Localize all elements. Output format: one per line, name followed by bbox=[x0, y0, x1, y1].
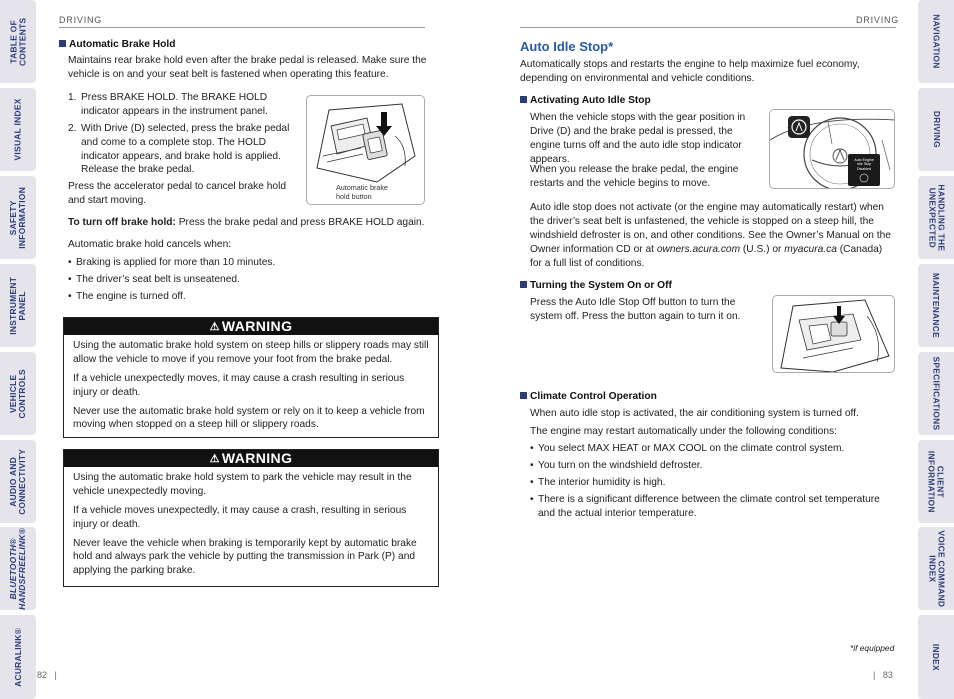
tab-label: INDEX bbox=[931, 643, 942, 671]
climate-heading: Climate Control Operation bbox=[520, 390, 657, 404]
tab-label: VEHICLE CONTROLS bbox=[8, 368, 27, 419]
activating-paragraph-2: When you release the brake pedal, the engine restarts and the vehicle begins to move. bbox=[530, 164, 739, 189]
tab-label: DRIVING bbox=[931, 111, 942, 148]
footnote: *if equipped bbox=[850, 643, 895, 653]
step-2: 2. With Drive (D) selected, press the brake pedal and come to a complete stop. The HOLD indicator appears, and brake hold is applied. Release the brake pedal. bbox=[68, 122, 290, 176]
idle-stop-button-figure bbox=[772, 295, 895, 373]
tab-label: SAFETY INFORMATION bbox=[8, 186, 28, 249]
tab-label: VISUAL INDEX bbox=[12, 98, 23, 161]
tab-instrument-panel[interactable] bbox=[0, 264, 36, 347]
turning-heading: Turning the System On or Off bbox=[520, 279, 672, 293]
list-item: • Braking is applied for more than 10 minutes. bbox=[68, 257, 276, 268]
tab-visual-index[interactable] bbox=[0, 88, 36, 171]
tab-index[interactable] bbox=[918, 615, 954, 699]
climate-paragraph-1: When auto idle stop is activated, the air conditioning system is turned off. bbox=[530, 408, 859, 419]
brake-hold-heading bbox=[59, 38, 175, 52]
brake-hold-figure-caption: Automatic brake hold button bbox=[336, 183, 388, 201]
list-item: • You turn on the windshield defroster. bbox=[530, 459, 703, 471]
left-section-tabs bbox=[0, 0, 36, 699]
list-item: • The engine is turned off. bbox=[68, 290, 186, 302]
turn-off-instruction bbox=[68, 216, 430, 230]
tab-voice-command-index[interactable] bbox=[918, 527, 954, 610]
tab-driving[interactable] bbox=[918, 88, 954, 171]
activating-paragraph-1: When the vehicle stops with the gear position in Drive (D) and the brake pedal is pressed, the engine turns off and the auto idle stop indicator appears. bbox=[530, 112, 746, 165]
tab-label: MAINTENANCE bbox=[931, 272, 942, 339]
tab-bluetooth-handsfreelink[interactable] bbox=[0, 527, 36, 610]
warning-triangle-icon: ⚠ bbox=[209, 453, 220, 465]
list-item: • The interior humidity is high. bbox=[530, 476, 666, 488]
brake-hold-steps bbox=[68, 91, 300, 177]
tab-label: VOICE COMMAND INDEX bbox=[927, 530, 946, 607]
instrument-panel-illustration bbox=[770, 110, 895, 189]
warning-box-hills bbox=[63, 317, 439, 438]
owners-site-link[interactable]: owners.acura.com bbox=[656, 243, 741, 255]
tab-label: INSTRUMENT PANEL bbox=[8, 276, 27, 335]
right-page-number: | 83 bbox=[873, 670, 893, 680]
tab-audio-and-connectivity[interactable] bbox=[0, 440, 36, 523]
tab-specifications[interactable] bbox=[918, 352, 954, 435]
section-marker-icon bbox=[59, 40, 66, 47]
idle-stop-display-text: Auto Engine Idle Stop Disabled bbox=[854, 158, 874, 171]
climate-paragraph-2: The engine may restart automatically under the following conditions: bbox=[530, 426, 837, 437]
right-section-tabs bbox=[918, 0, 954, 699]
warning-body: Using the automatic brake hold system to park the vehicle may result in the vehicle unexpectedly moving. If a vehicle moves unexpectedly, it may cause a crash, resulting in serious injury or death. Never leave the vehicle when braking is temporarily kept by automatic brake hold and always park the vehicle by putting the transmission in Park (P) and applying the parking brake. bbox=[73, 472, 417, 577]
tab-label: BLUETOOTH® HANDSFREELINK® bbox=[8, 527, 27, 610]
tab-label: AUDIO AND CONNECTIVITY bbox=[8, 448, 28, 515]
turning-text: Press the Auto Idle Stop Off button to turn the system off. Press the button again to turn it on. bbox=[530, 297, 741, 322]
list-item: • There is a significant difference between the climate control set temperature and the actual interior temperature. bbox=[530, 493, 880, 519]
turn-off-label: To turn off brake hold: bbox=[68, 217, 176, 228]
tab-handling-the-unexpected[interactable] bbox=[918, 176, 954, 259]
right-page-header: DRIVING bbox=[856, 15, 900, 25]
tab-navigation[interactable] bbox=[918, 0, 954, 83]
activating-heading: Activating Auto Idle Stop bbox=[520, 94, 651, 108]
activating-paragraph-3: Auto idle stop does not activate (or the engine may automatically restart) when the driver’s seat belt is unfastened, the vehicle is stopped on a steep hill, the windshield defroster is on, and other conditions. See the Owner’s Manual on the Owner information CD or at owners.acura.com (U.S.) or myacura.ca (Canada) for a full list of conditions. bbox=[530, 202, 891, 269]
warning-triangle-icon: ⚠ bbox=[209, 321, 220, 333]
idle-stop-indicator-figure bbox=[769, 109, 895, 189]
turn-off-text: Press the brake pedal and press BRAKE HOLD again. bbox=[178, 217, 425, 228]
left-page-header: DRIVING bbox=[59, 15, 103, 25]
warning-box-parking bbox=[63, 449, 439, 587]
left-header-rule bbox=[59, 27, 425, 28]
idle-stop-off-button-illustration bbox=[773, 296, 895, 373]
warning-header: ⚠ WARNING bbox=[64, 450, 438, 467]
auto-idle-stop-intro: Automatically stops and restarts the engine to help maximize fuel economy, depending on environmental and vehicle conditions. bbox=[520, 59, 860, 84]
warning-body: Using the automatic brake hold system on steep hills or slippery roads may still allow the vehicle to move if you remove your foot from the brake pedal. If a vehicle unexpectedly moves, it may cause a crash resulting in serious injury or death. Never use the automatic brake hold system or rely on it to keep a vehicle from moving when stopped on a steep hill or slippery roads. bbox=[73, 340, 429, 431]
cancel-conditions-list bbox=[68, 256, 430, 304]
section-marker-icon bbox=[520, 96, 527, 103]
tab-vehicle-controls[interactable] bbox=[0, 352, 36, 435]
right-header-rule bbox=[520, 27, 896, 28]
tab-label: SPECIFICATIONS bbox=[931, 356, 942, 431]
brake-hold-title: Automatic Brake Hold bbox=[69, 39, 176, 50]
left-page-number: 82 | bbox=[37, 670, 57, 680]
tab-maintenance[interactable] bbox=[918, 264, 954, 347]
tab-label: CLIENT INFORMATION bbox=[927, 450, 946, 513]
warning-header: ⚠ WARNING bbox=[64, 318, 438, 335]
cancels-intro: Automatic brake hold cancels when: bbox=[68, 239, 232, 250]
tab-safety-information[interactable] bbox=[0, 176, 36, 259]
tab-label: TABLE OF CONTENTS bbox=[8, 17, 27, 66]
auto-idle-stop-title: Auto Idle Stop* bbox=[520, 39, 614, 54]
myacura-site-link[interactable]: myacura.ca bbox=[784, 243, 837, 255]
tab-label: ACURALINK® bbox=[12, 627, 23, 687]
step-1: 1. Press BRAKE HOLD. The BRAKE HOLD indicator appears in the instrument panel. bbox=[68, 92, 268, 117]
accelerator-note: Press the accelerator pedal to cancel brake hold and start moving. bbox=[68, 181, 287, 206]
list-item: • You select MAX HEAT or MAX COOL on the climate control system. bbox=[530, 443, 845, 454]
brake-hold-intro: Maintains rear brake hold even after the brake pedal is released. Make sure the vehicle is on and your seat belt is fastened when operating this feature. bbox=[68, 55, 427, 80]
tab-label: HANDLING THE UNEXPECTED bbox=[927, 184, 946, 251]
climate-conditions-list bbox=[530, 442, 890, 520]
section-marker-icon bbox=[520, 281, 527, 288]
tab-table-of-contents[interactable] bbox=[0, 0, 36, 83]
list-item: • The driver’s seat belt is unseatened. bbox=[68, 273, 240, 285]
section-marker-icon bbox=[520, 392, 527, 399]
tab-label: NAVIGATION bbox=[931, 14, 942, 69]
tab-client-information[interactable] bbox=[918, 440, 954, 523]
tab-acuralink[interactable] bbox=[0, 615, 36, 699]
